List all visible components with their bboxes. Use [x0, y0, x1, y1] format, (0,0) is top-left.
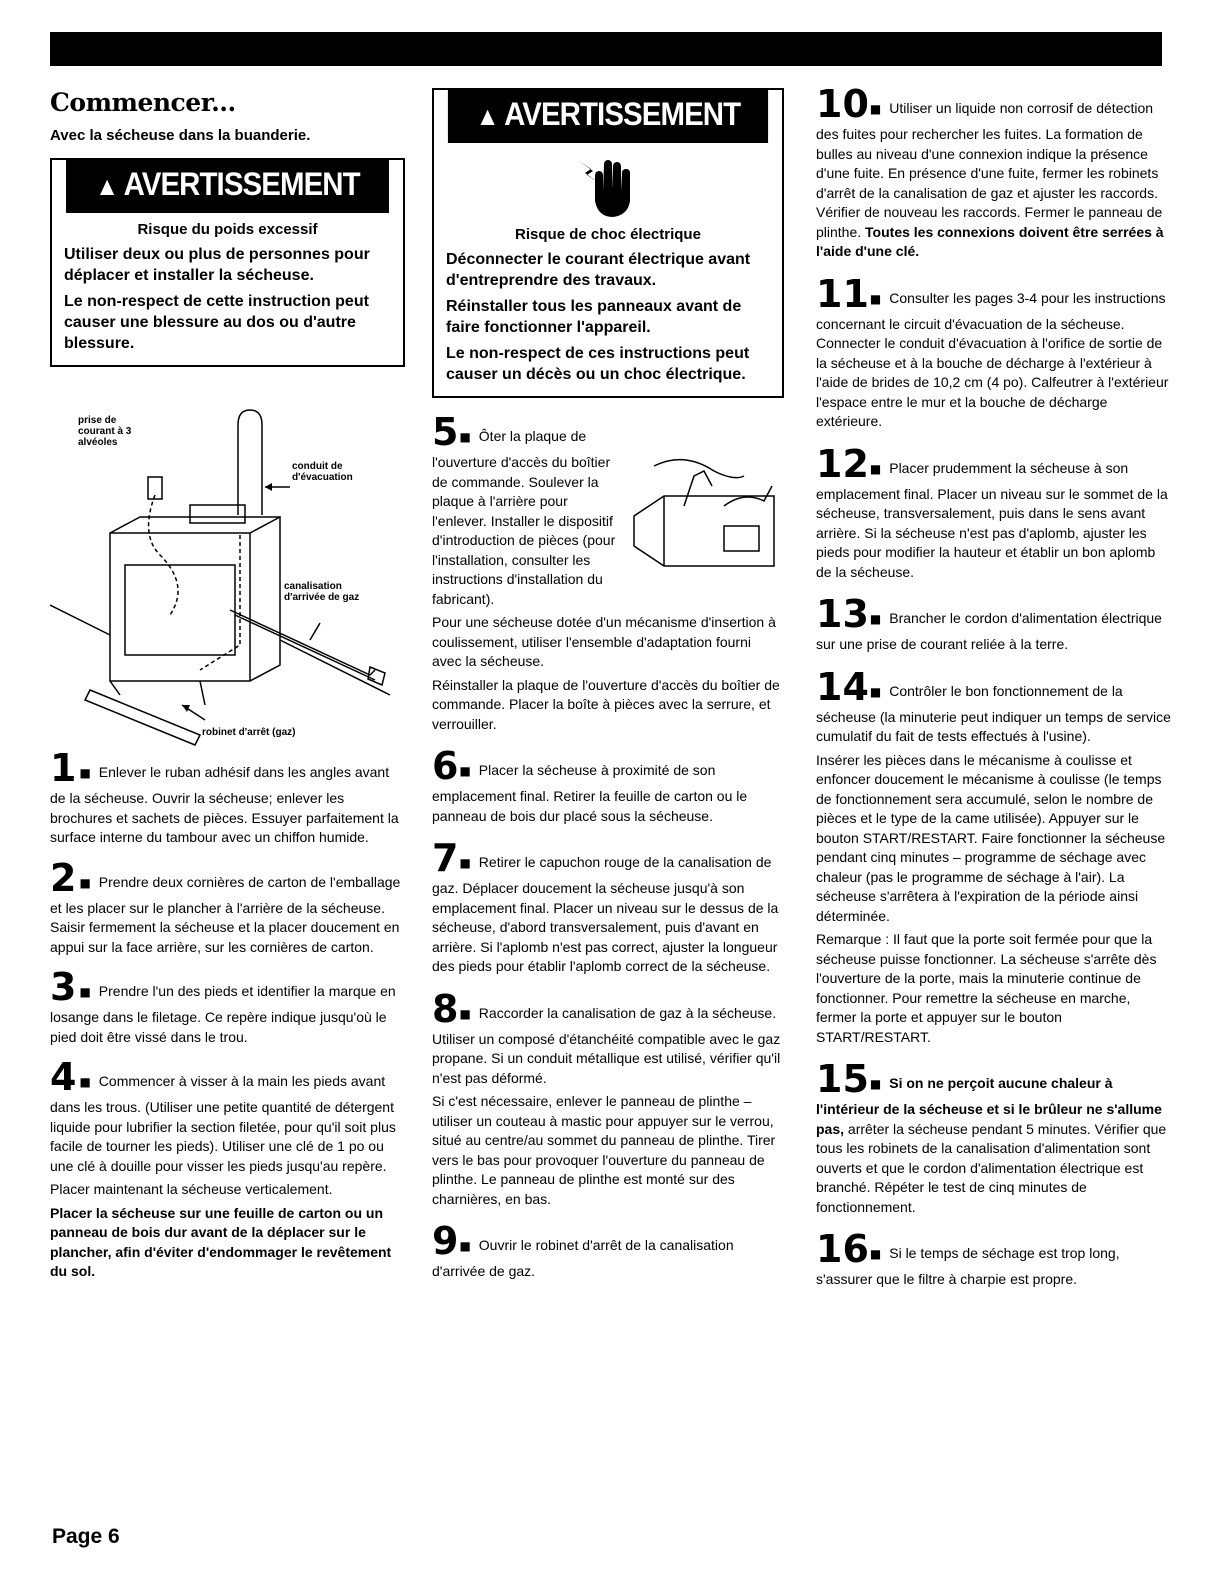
step-1: 1 ■ Enlever le ruban adhésif dans les angles avant de la sécheuse. Ouvrir la sécheuse; enlever les brochures et sachets de pièces. Essuyer parfaitement la surface interne du tambour avec un chiffon humide.	[50, 746, 399, 845]
step-2: 2 ■ Prendre deux cornières de carton de l'emballage et les placer sur le plancher à l'arrière de la sécheuse. Saisir fermement la sécheuse et la placer doucement en appui sur la face arrière, sur les cornières de carton.	[50, 855, 401, 955]
page-subtitle: Avec la sécheuse dans la buanderie.	[50, 127, 311, 144]
step-15: 15■ Si on ne perçoit aucune chaleur à l'intérieur de la sécheuse et si le brûleur ne s'allume pas, arrêter la sécheuse pendant 5 minutes. Vérifier que tous les robinets de la canalisation d'alimentation sont ouverts et que le cordon d'alimentation électrique est branché. Répéter le test de cinq minutes de fonctionnement.	[816, 1057, 1167, 1215]
step-9: 9■ Ouvrir le robinet d'arrêt de la canalisation d'arrivée de gaz.	[432, 1219, 734, 1279]
warning-title: Risque du poids excessif	[137, 221, 318, 238]
header-bar	[50, 32, 1162, 66]
step-4-warning: Placer la sécheuse sur une feuille de carton ou un panneau de bois dur avant de la déplacer sur le plancher, afin d'éviter d'endommager le revêtement du sol.	[50, 1204, 392, 1279]
step-12: 12■ Placer prudemment la sécheuse à son emplacement final. Placer un niveau sur le sommet de la sécheuse, transversalement, puis dans le sens avant arrière. Si la sécheuse n'est pas d'aplomb, ajuster les pieds pour modifier la hauteur et établir un bon aplomb de la sécheuse.	[816, 441, 1168, 580]
label-exhaust: conduit de d'évacuation	[292, 461, 353, 483]
step-8: 8■ Raccorder la canalisation de gaz à la sécheuse. Utiliser un composé d'étanchéité compatible avec le gaz propane. Si un conduit métallique est utilisé, vérifier qu'il n'est pas déformé.	[432, 986, 781, 1086]
step-16: 16■ Si le temps de séchage est trop long, s'assurer que le filtre à charpie est propre.	[816, 1227, 1120, 1287]
step-11: 11■ Consulter les pages 3-4 pour les instructions concernant le circuit d'évacuation de la sécheuse. Connecter le conduit d'évacuation à l'orifice de sortie de la sécheuse et à la bouche de décharge à l'extérieur à l'aide de brides de 10,2 cm (4 po). Calfeutrer à l'extérieur l'espace entre le mur et la bouche de décharge extérieure.	[816, 271, 1169, 429]
step-5: 5■ Ôter la plaque de l'ouverture d'accès du boîtier de commande. Soulever la plaque à l'arrière pour l'enlever. Installer le dispositif d'introduction de pièces (pour l'installation, consulter les instructions d'installation du fabricant).	[432, 410, 616, 607]
page-number: Page 6	[52, 1525, 120, 1548]
step-8-note: Si c'est nécessaire, enlever le panneau de plinthe – utiliser un couteau à mastic pour appuyer sur le verrou, situé au centre/au sommet du panneau de plinthe. Tirer vers le bas pour provoquer l'ouverture du panneau de plinthe. Le panneau de plinthe est monté sur des charnières, en bas.	[432, 1093, 776, 1207]
step-14-remark: Remarque : Il faut que la porte soit fermée pour que la sécheuse puisse fonctionner. La sécheuse s'arrête dès l'ouverture de la porte, mais la minuterie continue de fonctionner. Pour remettre la sécheuse en marche, fermer la porte et appuyer sur le bouton START/RESTART.	[816, 931, 1157, 1045]
step-6: 6■ Placer la sécheuse à proximité de son emplacement final. Retirer la feuille de carton ou le panneau de bois dur placé sous la sécheuse.	[432, 744, 748, 824]
warning-box-electric	[432, 88, 784, 398]
step-5-note-2: Réinstaller la plaque de l'ouverture d'accès du boîtier de commande. Placer la boîte à pièces avec la serrure, et verrouiller.	[432, 676, 780, 732]
step-5-note: Pour une sécheuse dotée d'un mécanisme d'insertion à coulissement, utiliser l'ensemble d'adaptation fourni avec la sécheuse.	[432, 614, 776, 669]
right-column	[816, 82, 1174, 1290]
step-7: 7■ Retirer le capuchon rouge de la canalisation de gaz. Déplacer doucement la sécheuse jusqu'à son emplacement final. Placer un niveau sur le dessus de la sécheuse, d'abord transversalement, puis d'avant en arrière. Si l'aplomb n'est pas correct, ajuster la longueur des pieds pour établir l'aplomb correct de la sécheuse.	[432, 836, 779, 974]
label-gasline: canalisation d'arrivée de gaz	[284, 581, 360, 603]
warning-box-weight	[50, 158, 405, 367]
warning-triangle-icon: ▲	[95, 171, 119, 201]
warning-line: Déconnecter le courant électrique avant d'entreprendre des travaux.	[446, 251, 751, 289]
warning-triangle-icon: ▲	[475, 101, 499, 131]
label-valve: robinet d'arrêt (gaz)	[202, 727, 296, 738]
step-4: 4 ■ Commencer à visser à la main les pieds avant dans les trous. (Utiliser une petite quantité de détergent liquide pour lubrifier la section filetée, pour qu'il soit plus facile de tourner les pieds). Utiliser une clé de 1 po ou une clé à douille pour visser les pieds jusqu'au repère.	[50, 1055, 396, 1174]
label-outlet: prise de courant à 3 alvéoles	[78, 415, 132, 448]
electric-shock-hand-icon	[434, 143, 782, 226]
step-4-note: Placer maintenant la sécheuse verticalement.	[50, 1181, 333, 1197]
dryer-drawing	[50, 405, 400, 750]
step-10: 10■ Utiliser un liquide non corrosif de détection des fuites pour rechercher les fuites. La formation de bulles au niveau d'une connexion indique la présence d'une fuite. En présence d'une fuite, fermer les robinets d'arrêt de la canalisation de gaz et ajuster les raccords. Vérifier de nouveau les raccords. Fermer le panneau de plinthe. Toutes les connexions doivent être serrées à l'aide d'une clé.	[816, 82, 1164, 259]
warning-line: Le non-respect de ces instructions peut causer un décès ou un choc électrique.	[446, 345, 750, 383]
warning-line: Le non-respect de cette instruction peut causer une blessure au dos ou d'autre blessure.	[64, 293, 369, 352]
warning-header: ▲ AVERTISSEMENT	[448, 90, 768, 143]
warning-line: Utiliser deux ou plus de personnes pour déplacer et installer la sécheuse.	[64, 246, 370, 284]
page-title: Commencer...	[50, 88, 236, 117]
warning-header: ▲ AVERTISSEMENT	[66, 160, 389, 213]
warning-line: Réinstaller tous les panneaux avant de faire fonctionner l'appareil.	[446, 298, 742, 336]
step-14: 14■ Contrôler le bon fonctionnement de la sécheuse (la minuterie peut indiquer un temps de service cumulatif du fait de tests effectués à l'usine).	[816, 664, 1171, 744]
warning-title: Risque de choc électrique	[515, 226, 701, 243]
step-13: 13■ Brancher le cordon d'alimentation électrique sur une prise de courant reliée à la terre.	[816, 592, 1162, 652]
step-3: 3 ■ Prendre l'un des pieds et identifier la marque en losange dans le filetage. Ce repère indique jusqu'où le pied doit être vissé dans le trou.	[50, 965, 396, 1045]
middle-column	[432, 88, 784, 1282]
left-column	[50, 88, 405, 1282]
control-panel-illustration	[624, 446, 784, 576]
step-14-note: Insérer les pièces dans le mécanisme à coulisse et enfoncer doucement le mécanisme à coulisse (le temps de fonctionnement sera accumulé, selon le nombre de pièces et le type de la came utilisée). Appuyer sur le bouton START/RESTART. Faire fonctionner la sécheuse pendant cinq minutes – programme de séchage avec chaleur (pas le programme de séchage à l'air). La sécheuse s'arrêtera à l'expiration de la période ainsi déterminée.	[816, 751, 1166, 924]
dryer-illustration	[50, 405, 400, 750]
